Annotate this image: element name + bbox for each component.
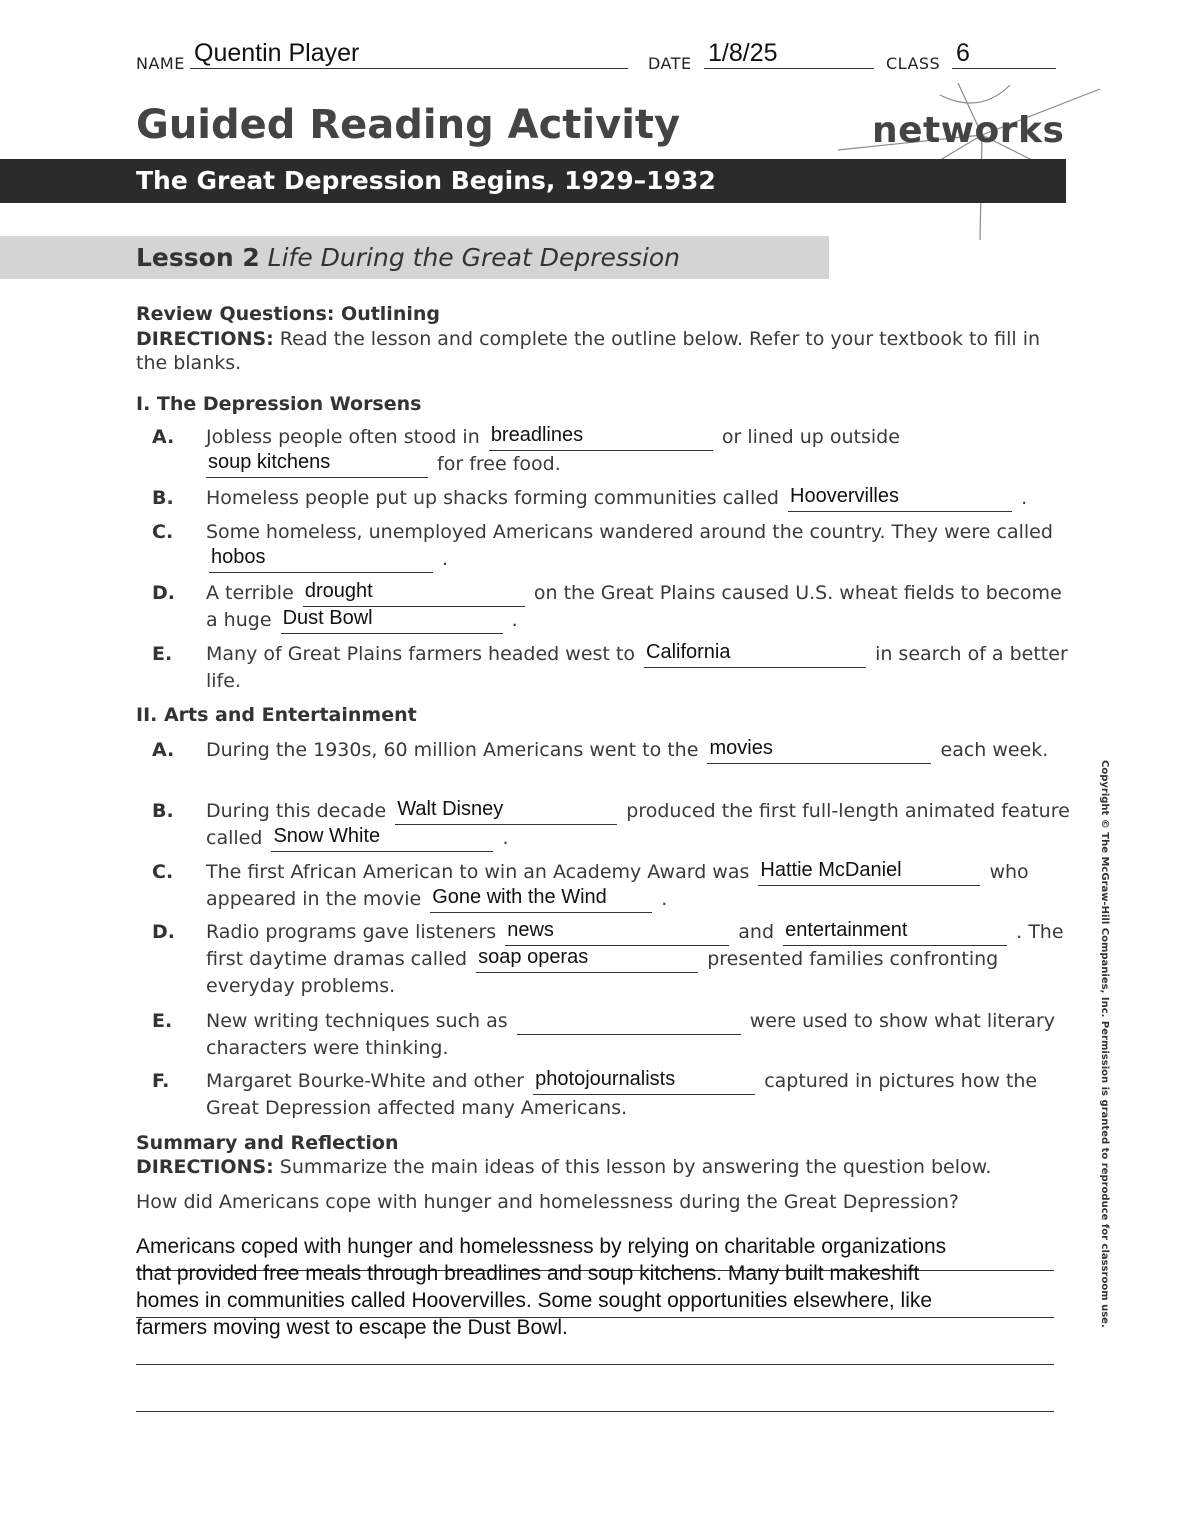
answer-blank[interactable] [303, 580, 525, 607]
item-letter: B. [152, 487, 174, 509]
lesson-heading [136, 243, 680, 272]
answer-value: Hoovervilles [790, 485, 899, 507]
item-text: During this decade [206, 800, 387, 822]
item-text: . The first daytime dramas called [206, 921, 1064, 970]
answer-blank[interactable] [476, 946, 698, 973]
item-text: Margaret Bourke-White and other [206, 1070, 525, 1092]
lesson-number: Lesson 2 [136, 243, 260, 272]
answer-blank[interactable] [758, 859, 980, 886]
answer-blank[interactable] [788, 485, 1012, 512]
date-field[interactable] [704, 39, 874, 69]
item-text: or lined up outside [721, 426, 900, 448]
answer-value: Hattie McDaniel [760, 859, 902, 881]
answer-value: hobos [211, 546, 266, 568]
answer-rule [136, 1411, 1054, 1412]
answer-value: Dust Bowl [282, 607, 373, 629]
section-heading: I. The Depression Worsens [136, 393, 422, 415]
item-text: . [1021, 487, 1028, 509]
summary-answer[interactable] [136, 1233, 1066, 1341]
item-text: Homeless people put up shacks forming communities called [206, 487, 779, 509]
directions-label: DIRECTIONS: [136, 328, 274, 350]
summary-heading: Summary and Reflection [136, 1132, 399, 1154]
answer-blank[interactable] [209, 546, 433, 573]
item-text: A terrible [206, 582, 294, 604]
answer-rule [136, 1364, 1054, 1365]
item-letter: F. [152, 1070, 170, 1092]
answer-line-text: homes in communities called Hoovervilles. Some sought opportunities elsewhere, like [136, 1289, 933, 1312]
item-text: Many of Great Plains farmers headed west to [206, 643, 635, 665]
brand-logo: networks [872, 110, 1065, 151]
answer-value: breadlines [490, 424, 584, 446]
answer-blank[interactable] [783, 919, 1007, 946]
item-text: Radio programs gave listeners [206, 921, 497, 943]
answer-value: California [646, 641, 731, 663]
copyright-container [1098, 760, 1118, 1328]
answer-line-text: that provided free meals through breadlines and soup kitchens. Many built makeshift [136, 1262, 920, 1285]
outline-item [206, 519, 1076, 573]
item-text: . [502, 827, 509, 849]
item-text: for free food. [437, 453, 561, 475]
class-value: 6 [956, 39, 970, 67]
directions-text: Read the lesson and complete the outline below. Refer to your textbook to fill in the blanks. [136, 328, 1041, 374]
item-text: Some homeless, unemployed Americans wandered around the country. They were called [206, 521, 1053, 543]
answer-line-text: farmers moving west to escape the Dust Bowl. [136, 1316, 568, 1339]
title-banner [0, 159, 1066, 203]
item-text: captured in pictures how the Great Depression affected many Americans. [206, 1070, 1038, 1119]
item-letter: C. [152, 521, 174, 543]
item-text: each week. [940, 739, 1049, 761]
item-text: . [511, 609, 518, 631]
directions-text: Summarize the main ideas of this lesson by answering the question below. [273, 1156, 992, 1178]
item-text: were used to show what literary characters were thinking. [206, 1010, 1056, 1059]
item-text: New writing techniques such as [206, 1010, 508, 1032]
item-text: and [738, 921, 775, 943]
answer-blank[interactable] [206, 451, 428, 478]
item-text: on the Great Plains caused U.S. wheat fields to become a huge [206, 582, 1062, 631]
summary-directions [136, 1156, 1066, 1178]
outline-item [206, 919, 1076, 1000]
answer-blank[interactable] [533, 1068, 755, 1095]
outline-item [206, 798, 1076, 852]
item-text: in search of a better life. [206, 643, 1068, 692]
answer-blank[interactable] [517, 1012, 741, 1035]
answer-blank[interactable] [395, 798, 617, 825]
answer-blank[interactable] [271, 825, 493, 852]
class-field[interactable] [952, 39, 1056, 69]
outline-item [206, 485, 1076, 512]
banner-title: The Great Depression Begins, 1929–1932 [136, 166, 716, 195]
date-label: DATE [648, 54, 692, 73]
answer-blank[interactable] [505, 919, 729, 946]
item-text: During the 1930s, 60 million Americans went to the [206, 739, 699, 761]
name-label: NAME [136, 54, 185, 73]
outline-item [206, 1008, 1076, 1062]
lesson-title: Life During the Great Depression [267, 243, 681, 272]
outline-item [206, 641, 1076, 695]
item-letter: E. [152, 643, 173, 665]
answer-value: soup kitchens [208, 451, 331, 473]
answer-blank[interactable] [644, 641, 866, 668]
item-letter: E. [152, 1010, 173, 1032]
outline-item [206, 737, 1076, 764]
answer-value: Gone with the Wind [432, 886, 607, 908]
item-text: . [655, 888, 668, 910]
summary-question: How did Americans cope with hunger and homelessness during the Great Depression? [136, 1191, 959, 1213]
copyright-notice: Copyright © The McGraw-Hill Companies, Inc. Permission is granted to reproduce for classroom use. [1099, 760, 1110, 1328]
date-value: 1/8/25 [708, 39, 778, 67]
review-heading: Review Questions: Outlining [136, 303, 440, 325]
answer-value: Snow White [273, 825, 381, 847]
answer-line-text: Americans coped with hunger and homelessness by relying on charitable organizations [136, 1235, 947, 1258]
page-title: Guided Reading Activity [136, 102, 681, 148]
outline-item [206, 424, 1076, 478]
answer-value: entertainment [785, 919, 908, 941]
item-text: who appeared in the movie [206, 861, 1029, 910]
outline-item [206, 1068, 1076, 1122]
lesson-bar [0, 236, 829, 279]
name-field[interactable] [190, 39, 628, 69]
answer-value: drought [304, 580, 373, 602]
outline-item [206, 859, 1076, 913]
item-letter: B. [152, 800, 174, 822]
answer-blank[interactable] [430, 886, 652, 913]
item-letter: D. [152, 582, 175, 604]
name-value: Quentin Player [194, 39, 360, 67]
answer-blank[interactable] [281, 607, 503, 634]
answer-value: Walt Disney [397, 798, 504, 820]
review-directions [136, 327, 1056, 375]
section-heading: II. Arts and Entertainment [136, 704, 417, 726]
item-letter: D. [152, 921, 175, 943]
item-text: . [442, 548, 449, 570]
item-letter: A. [152, 426, 175, 448]
answer-blank[interactable] [489, 424, 713, 451]
answer-value: soap operas [478, 946, 589, 968]
directions-label: DIRECTIONS: [136, 1156, 274, 1178]
class-label: CLASS [886, 54, 941, 73]
item-letter: C. [152, 861, 174, 883]
answer-blank[interactable] [707, 737, 931, 764]
item-letter: A. [152, 739, 175, 761]
outline-item [206, 580, 1076, 634]
answer-value: news [507, 919, 554, 941]
item-text: produced the first full-length animated feature called [206, 800, 1070, 849]
item-text: The first African American to win an Academy Award was [206, 861, 756, 883]
answer-value: photojournalists [535, 1068, 676, 1090]
item-text: presented families confronting everyday problems. [206, 948, 999, 997]
answer-value: movies [709, 737, 773, 759]
item-text: Jobless people often stood in [206, 426, 480, 448]
